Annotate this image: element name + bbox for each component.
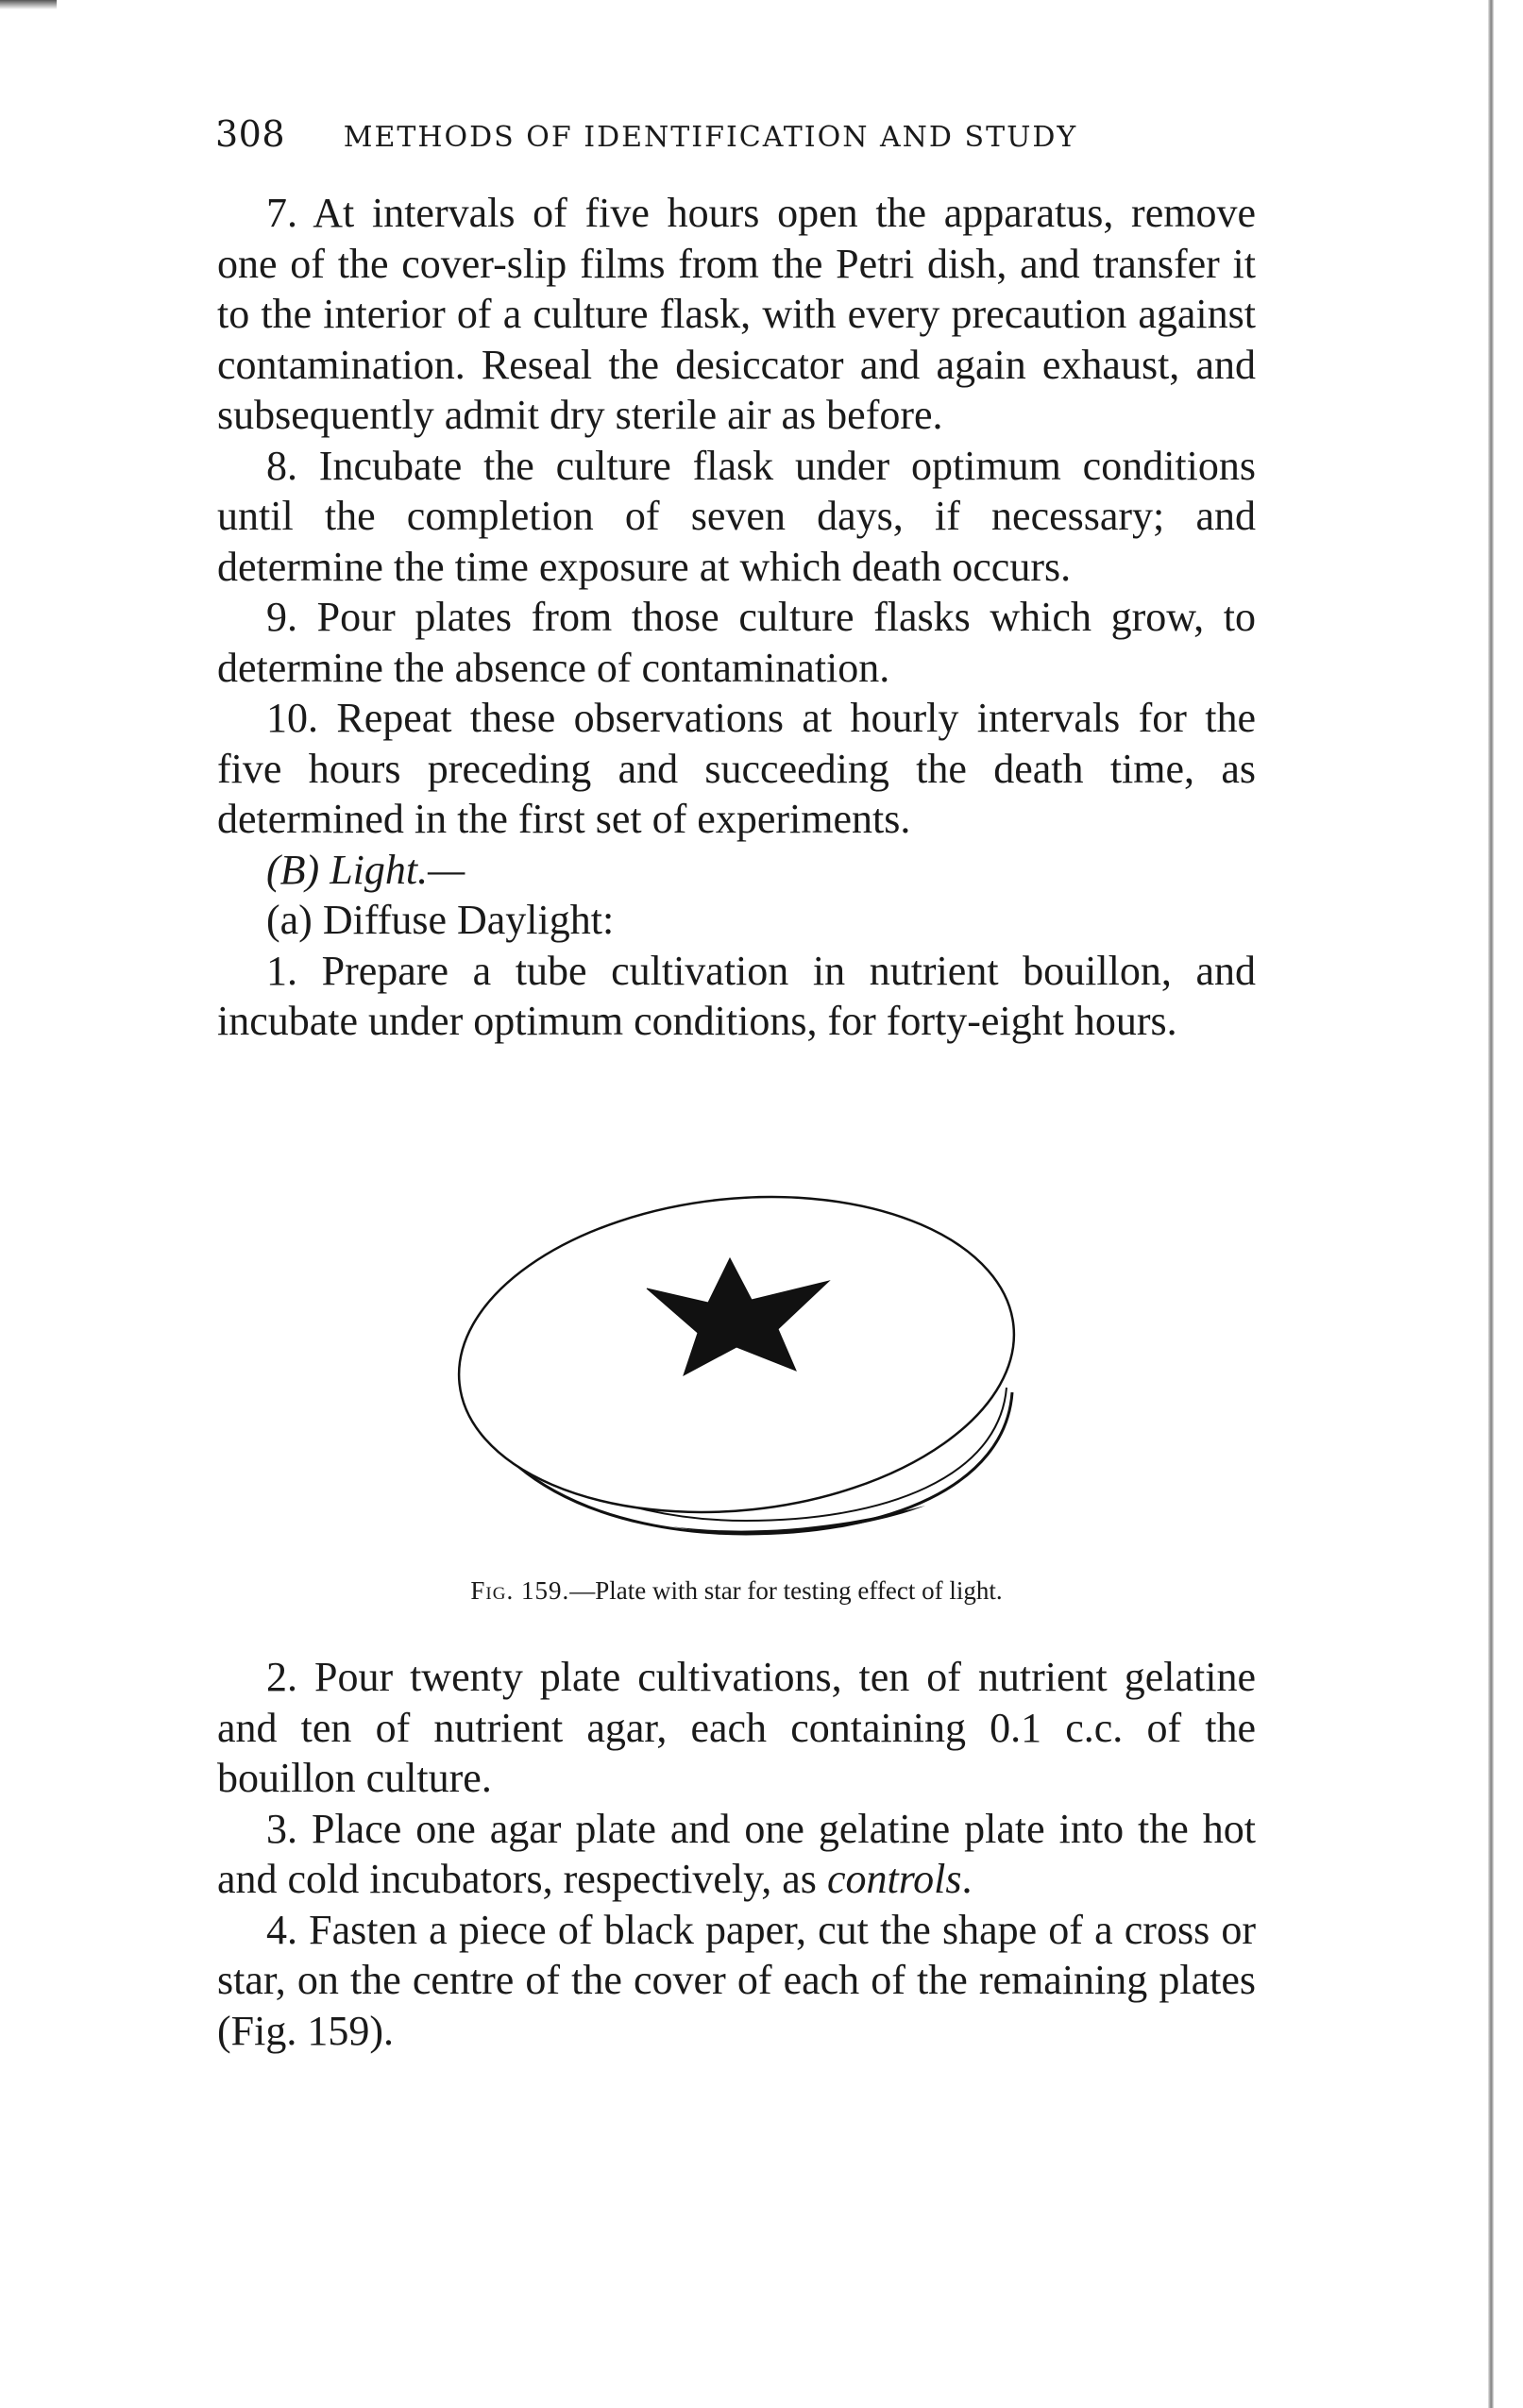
text-block-top: [217, 188, 1256, 1047]
text-block-bottom: [217, 1652, 1256, 2056]
paragraph-step-1: 1. Prepare a tube cultivation in nutrient bouillon, and incubate under optimum conditions, for forty-eight hours.: [217, 947, 1256, 1044]
paragraph-step-8: 8. Incubate the culture flask under optimum conditions until the completion of seven days, if necessary; and determine the time exposure at which death occurs.: [217, 442, 1256, 590]
paragraph-step-9: 9. Pour plates from those culture flasks which grow, to determine the absence of contamination.: [217, 594, 1256, 691]
figure-caption-text: —Plate with star for testing effect of light.: [569, 1576, 1003, 1605]
step-3-emphasis: controls: [826, 1856, 962, 1902]
figure-label: Fig. 159.: [470, 1576, 570, 1605]
subsection-heading: (a) Diffuse Daylight:: [266, 897, 615, 943]
figure-caption: [217, 1576, 1256, 1614]
running-header: [215, 113, 1254, 155]
step-3-text: 3. Place one agar plate and one gelatine plate into the hot and cold incubators, respectively, as: [217, 1805, 1256, 1902]
page-number: 308: [215, 113, 286, 155]
running-title: METHODS OF IDENTIFICATION AND STUDY: [343, 121, 1078, 154]
figure-159-plate-illustration: [434, 1194, 1039, 1572]
paragraph-step-2: 2. Pour twenty plate cultivations, ten of nutrient gelatine and ten of nutrient agar, each containing 0.1 c.c. of the bouillon culture.: [217, 1654, 1256, 1801]
section-letter: (B): [266, 846, 320, 893]
paragraph-step-4: 4. Fasten a piece of black paper, cut the shape of a cross or star, on the centre of the cover of each of the remaining plates (Fig. 159).: [217, 1906, 1256, 2054]
paragraph-step-7: 7. At intervals of five hours open the apparatus, remove one of the cover-slip films from the Petri dish, and transfer it to the interior of a culture flask, with every precaution against contamination. Reseal the desiccator and again exhaust, and subsequently admit dry sterile air as before.: [217, 190, 1256, 438]
section-heading-light: [217, 845, 1256, 896]
plate-lid: [443, 1194, 1029, 1539]
paragraph-step-3: [217, 1804, 1256, 1905]
section-title: Light.—: [330, 846, 465, 893]
step-3-end: .: [961, 1856, 973, 1902]
scan-edge-top: [0, 0, 57, 9]
paragraph-step-10: 10. Repeat these observations at hourly intervals for the five hours preceding and succeeding the death time, as determined in the first set of experiments.: [217, 695, 1256, 842]
scan-edge-right: [1488, 0, 1494, 2408]
